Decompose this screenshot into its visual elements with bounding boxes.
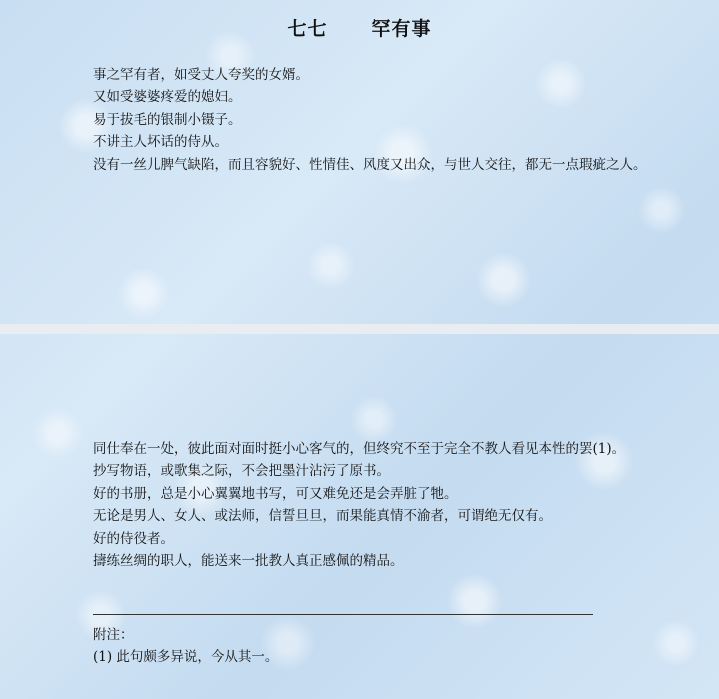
paragraph: 同仕奉在一处，彼此面对面时挺小心客气的，但终究不至于完全不教人看见本性的罢(1)。 [93,441,626,457]
paragraph: 擣练丝绸的职人，能送来一批教人真正感佩的精品。 [93,553,404,570]
footnotes [93,624,278,669]
paragraph: 不讲主人坏话的侍从。 [93,134,228,151]
paragraph: 无论是男人、女人、或法师，信誓旦旦，而果能真情不渝者，可谓绝无仅有。 [93,508,552,525]
section-1 [62,64,682,176]
chapter-heading: 罕有事 [371,18,432,40]
footnote-item: (1) 此句颇多异说，今从其一。 [93,649,279,666]
footnote-heading: 附注： [93,627,134,643]
page-break-band [0,324,719,334]
paragraph: 易于拔毛的银制小镊子。 [93,111,242,128]
footnote-rule [93,614,593,615]
chapter-title [0,14,719,41]
paragraph: 事之罕有者，如受丈人夸奖的女婿。 [93,67,309,83]
paragraph: 好的侍役者。 [93,530,174,547]
paragraph: 又如受婆婆疼爱的媳妇。 [93,89,242,106]
chapter-number: 七七 [287,18,328,40]
section-2 [62,438,682,572]
paragraph: 没有一丝儿脾气缺陷，而且容貌好、性情佳、风度又出众，与世人交往，都无一点瑕疵之人。 [93,156,647,173]
paragraph: 好的书册，总是小心翼翼地书写，可又难免还是会弄脏了牠。 [93,485,458,502]
paragraph: 抄写物语，或歌集之际，不会把墨汁沾污了原书。 [93,463,390,480]
